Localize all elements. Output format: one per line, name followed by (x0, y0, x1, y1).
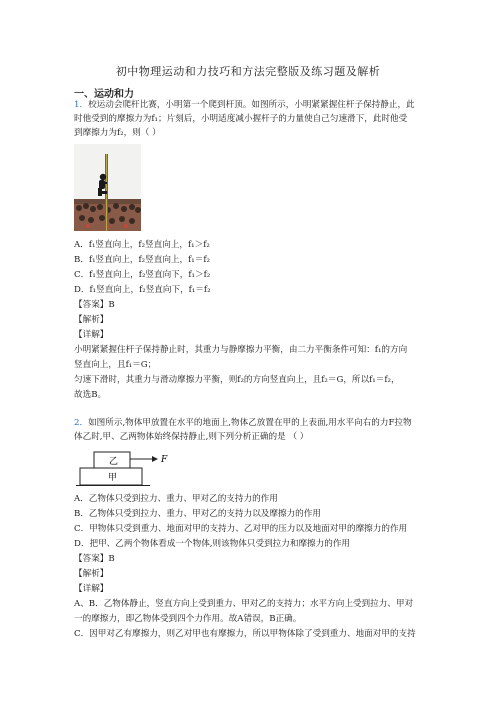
q1-option-b: B．f₁竖直向上，f₂竖直向上，f₁＝f₂ (74, 255, 210, 265)
q1-option-a: A．f₁竖直向上，f₂竖直向上，f₁＞f₂ (74, 240, 210, 250)
block-jia-label: 甲 (108, 473, 118, 483)
q2-stem-line-1: 2．如图所示,物体甲放置在水平的地面上,物体乙放置在甲的上表面,用水平向右的力F拉物 (74, 418, 412, 428)
q1-detail-line-4: 故选B。 (74, 390, 107, 400)
q2-number: 2． (74, 418, 89, 428)
q1-stem-line-1: 1．校运动会爬杆比赛，小明第一个爬到杆顶。如图所示，小明紧紧握住杆子保持静止，此 (74, 100, 415, 110)
q1-number: 1． (74, 100, 89, 110)
q2-detail-line-2: 一的摩擦力，即乙物体受到四个力作用。故A错误，B正确。 (74, 614, 302, 624)
q1-stem-line-3: 到摩擦力为f₂，则（ ） (74, 128, 161, 138)
q1-detail-label: 【详解】 (74, 330, 109, 340)
pole-climbing-photo (74, 144, 141, 231)
q2-stem-line-2: 体乙时,甲、乙两物体始终保持静止,则下列分析正确的是 （ ） (74, 432, 309, 442)
q2-detail-label: 【详解】 (74, 584, 109, 594)
q1-detail-line-2: 竖直向上，且f₁＝G； (74, 360, 157, 370)
document-title: 初中物理运动和力技巧和方法完整版及练习题及解析 (115, 65, 381, 78)
q1-option-c: C．f₁竖直向上，f₂竖直向下，f₁＞f₂ (74, 270, 211, 280)
block-diagram (76, 446, 186, 486)
force-label: F (161, 455, 168, 465)
section-heading: 一、运动和力 (74, 89, 134, 100)
q2-detail-line-1: A、B．乙物体静止，竖直方向上受到重力、甲对乙的支持力；水平方向上受到拉力、甲对 (74, 599, 414, 609)
q2-answer: 【答案】B (74, 554, 115, 564)
q1-analysis-label: 【解析】 (74, 315, 109, 325)
q1-stem-line-2: 时他受到的摩擦力为f₁；片刻后，小明适度减小握杆子的力量使自己匀速滑下，此时他受 (74, 114, 408, 124)
q1-answer: 【答案】B (74, 300, 115, 310)
q2-option-c: C．甲物体只受到重力、地面对甲的支持力、乙对甲的压力以及地面对甲的摩擦力的作用 (74, 524, 408, 534)
q2-detail-line-3: C．因甲对乙有摩擦力，则乙对甲也有摩擦力，所以甲物体除了受到重力、地面对甲的支持 (74, 629, 416, 639)
block-yi-label: 乙 (109, 457, 119, 467)
q1-option-d: D．f₁竖直向上，f₂竖直向下，f₁＝f₂ (74, 285, 211, 295)
q1-detail-line-3: 匀速下滑时，其重力与滑动摩擦力平衡，则f₂的方向竖直向上，且f₂＝G，所以f₁＝f₂， (74, 375, 400, 385)
q2-option-a: A．乙物体只受到拉力、重力、甲对乙的支持力的作用 (74, 494, 278, 504)
q2-option-d: D．把甲、乙两个物体看成一个物体,则该物体只受到拉力和摩擦力的作用 (74, 539, 351, 549)
q2-option-b: B．乙物体只受到拉力、重力、甲对乙的支持力以及摩擦力的作用 (74, 509, 321, 519)
q1-detail-line-1: 小明紧紧握住杆子保持静止时，其重力与静摩擦力平衡，由二力平衡条件可知：f₁的方向 (74, 345, 408, 355)
q2-analysis-label: 【解析】 (74, 569, 109, 579)
